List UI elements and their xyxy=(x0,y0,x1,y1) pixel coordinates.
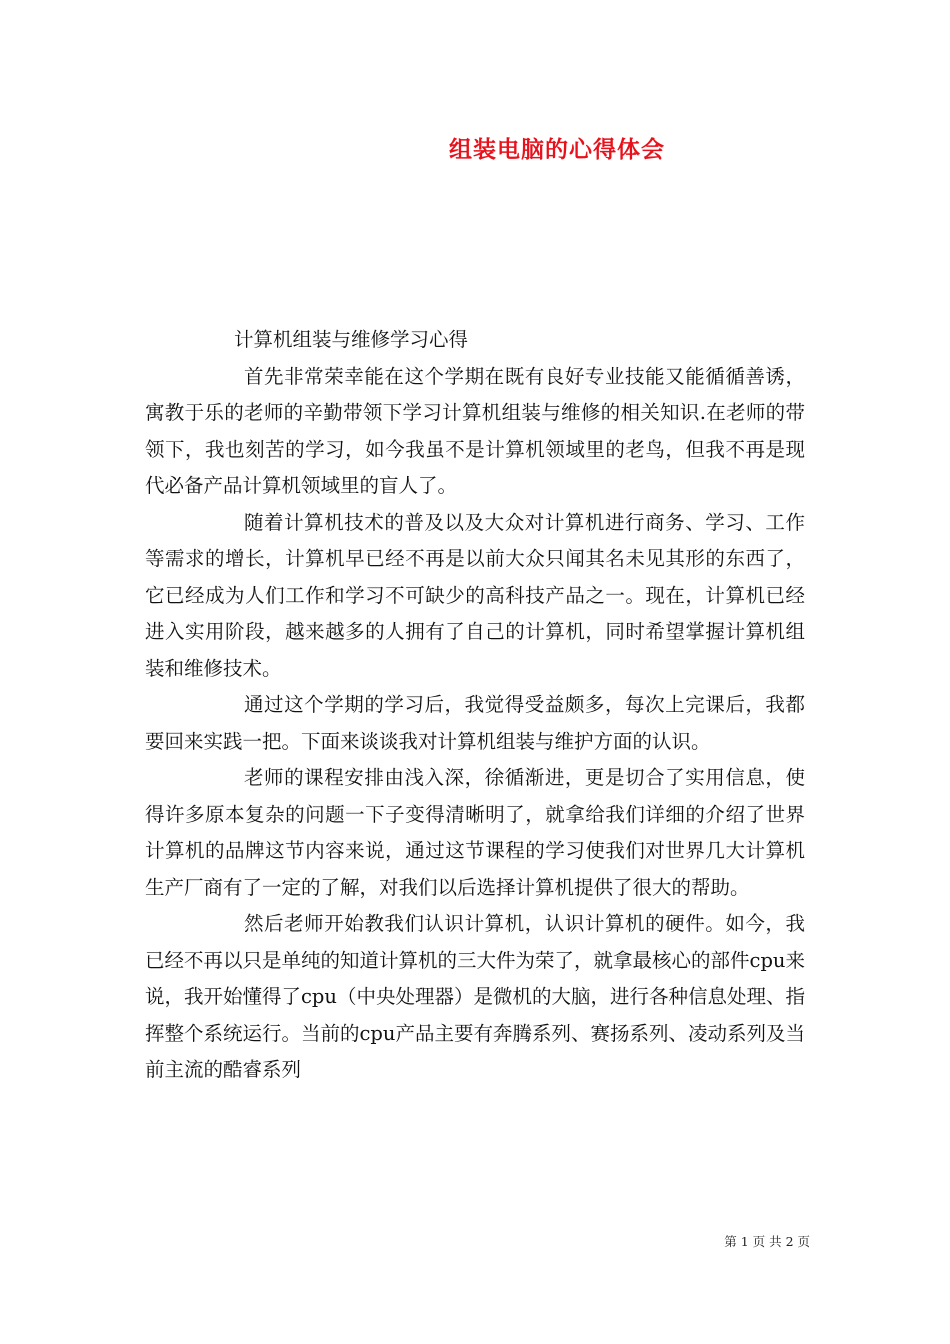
paragraph-5: 然后老师开始教我们认识计算机，认识计算机的硬件。如今，我已经不再以只是单纯的知道计算机的三大件为荣了，就拿最核心的部件cpu来说，我开始懂得了cpu（中央处理器）是微机的大脑，进行各种信息处理、指挥整个系统运行。当前的cpu产品主要有奔腾系列、赛扬系列、凌动系列及当前主流的酷睿系列 xyxy=(145,912,805,1081)
paragraph-4: 老师的课程安排由浅入深，徐循渐进，更是切合了实用信息，使得许多原本复杂的问题一下子变得清晰明了，就拿给我们详细的介绍了世界计算机的品牌这节内容来说，通过这节课程的学习使我们对世界几大计算机生产厂商有了一定的了解，对我们以后选择计算机提供了很大的帮助。 xyxy=(145,766,805,899)
document-subtitle: 计算机组装与维修学习心得 xyxy=(234,328,469,351)
document-title: 组装电脑的心得体会 xyxy=(449,136,665,163)
paragraph-2: 随着计算机技术的普及以及大众对计算机进行商务、学习、工作等需求的增长，计算机早已经不再是以前大众只闻其名未见其形的东西了，它已经成为人们工作和学习不可缺少的高科技产品之一。现在，计算机已经进入实用阶段，越来越多的人拥有了自己的计算机，同时希望掌握计算机组装和维修技术。 xyxy=(145,510,805,680)
document-body xyxy=(145,322,805,1089)
paragraph-1: 首先非常荣幸能在这个学期在既有良好专业技能又能循循善诱，寓教于乐的老师的辛勤带领下学习计算机组装与维修的相关知识.在老师的带领下，我也刻苦的学习，如今我虽不是计算机领域里的老鸟，但我不再是现代必备产品计算机领域里的盲人了。 xyxy=(145,364,805,497)
paragraph-3: 通过这个学期的学习后，我觉得受益颇多，每次上完课后，我都要回来实践一把。下面来谈谈我对计算机组装与维护方面的认识。 xyxy=(145,693,805,753)
page-number-footer: 第 1 页 共 2 页 xyxy=(724,1234,810,1249)
